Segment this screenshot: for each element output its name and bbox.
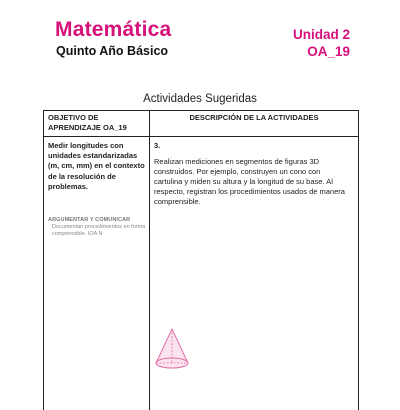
page-subtitle: Quinto Año Básico <box>56 44 169 58</box>
unit-label: Unidad 2 <box>292 27 350 42</box>
section-title: Actividades Sugeridas <box>143 93 257 105</box>
skill-title: ARGUMENTAR Y COMUNICAR <box>48 217 131 223</box>
activity-description: Realizan mediciones en segmentos de figuras 3D construidos. Por ejemplo, construyen un cono con cartulina y miden su altura y la longitud de su base. Al respecto, registran los procedimientos usados de manera comprensible. <box>154 157 345 206</box>
activity-number: 3. <box>154 141 161 150</box>
cone-icon <box>152 326 192 372</box>
skill-description: Documentan procedimientos en forma comprensible. IOA N <box>52 224 146 238</box>
col-header-description: DESCRIPCIÓN DE LA ACTIVIDADES <box>189 113 319 122</box>
col-header-objective: OBJETIVO DE APRENDIZAJE OA_19 <box>48 113 127 132</box>
page-title: Matemática <box>55 18 172 41</box>
oa-label: OA_19 <box>307 44 350 59</box>
activities-table <box>43 110 359 410</box>
table-top-border <box>44 110 358 111</box>
table-header-divider <box>44 136 358 137</box>
objective-text: Medir longitudes con unidades estandarizadas (m, cm, mm) en el contexto de la resolución de problemas. <box>48 141 145 191</box>
skill-box <box>48 217 148 239</box>
table-column-divider <box>149 110 150 410</box>
